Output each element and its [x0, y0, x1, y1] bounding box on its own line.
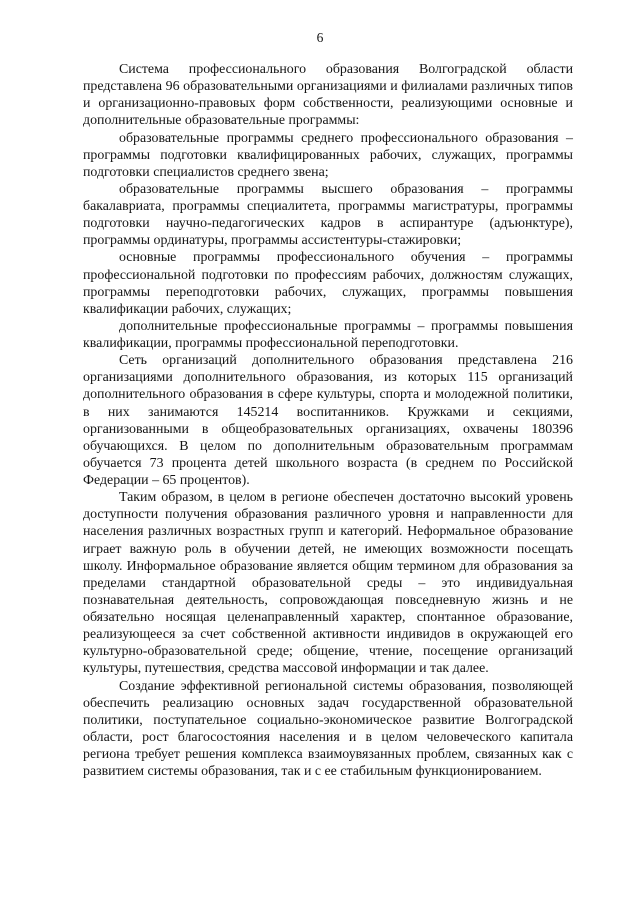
paragraph-secondary-vocational-programs: образовательные программы среднего профессионального образования – программы подготовки квалифицированных рабочих, служащих, программы подготовки специалистов среднего звена;: [83, 130, 573, 180]
paragraph-additional-education-network: Сеть организаций дополнительного образования представлена 216 организациями дополнительного образования, из которых 115 организаций дополнительного образования в сфере культуры, спорта и молодежной политики, в них занимаются 145214 воспитанников. Кружками и секциями, организованными в общеобразовательных организациях, охвачены 180396 обучающихся. В целом по дополнительным образовательным программам обучается 73 процента детей школьного возраста (в среднем по Российской Федерации – 65 процентов).: [83, 353, 573, 488]
paragraph-education-accessibility: Таким образом, в целом в регионе обеспечен достаточно высокий уровень доступности получения образования различного уровня и направленности для населения различных возрастных групп и категорий. Неформальное образование играет важную роль в обучении детей, не имеющих возможности посещать школу. Информальное образование является общим термином для образования за пределами стандартной образовательной среды – это индивидуальная познавательная деятельность, сопровождающая повседневную жизнь и не обязательно носящая целенаправленный характер, спонтанное образование, реализующееся за счет собственной активности индивидов в окружающей его культурно-образовательной среде; общение, чтение, посещение организаций культуры, путешествия, средства массовой информации и так далее.: [83, 490, 573, 677]
paragraph-regional-system-goals: Создание эффективной региональной системы образования, позволяющей обеспечить реализацию основных задач государственной образовательной политики, поступательное социально-экономическое развитие Волгоградской области, рост благосостояния населения и в целом человеческого капитала региона требует решения комплекса взаимоувязанных проблем, связанных как с развитием системы образования, так и с ее стабильным функционированием.: [83, 678, 573, 780]
paragraph-higher-education-programs: образовательные программы высшего образования – программы бакалавриата, программы специалитета, программы магистратуры, программы подготовки научно-педагогических кадров в аспирантуре (адъюнктуре), программы ординатуры, программы ассистентуры-стажировки;: [83, 181, 573, 249]
paragraph-vocational-system-intro: Система профессионального образования Волгоградской области представлена 96 образовательными организациями и филиалами различных типов и организационно-правовых форм собственности, реализующими основные и дополнительные образовательные программы:: [83, 62, 573, 129]
document-body: [83, 61, 573, 780]
paragraph-vocational-training-programs: основные программы профессионального обучения – программы профессиональной подготовки по профессиям рабочих, должностям служащих, программы переподготовки рабочих, служащих, программы повышения квалификации рабочих, служащих;: [83, 250, 573, 317]
page-number: 6: [316, 30, 324, 45]
paragraph-additional-professional-programs: дополнительные профессиональные программы – программы повышения квалификации, программы профессиональной переподготовки.: [83, 318, 573, 351]
